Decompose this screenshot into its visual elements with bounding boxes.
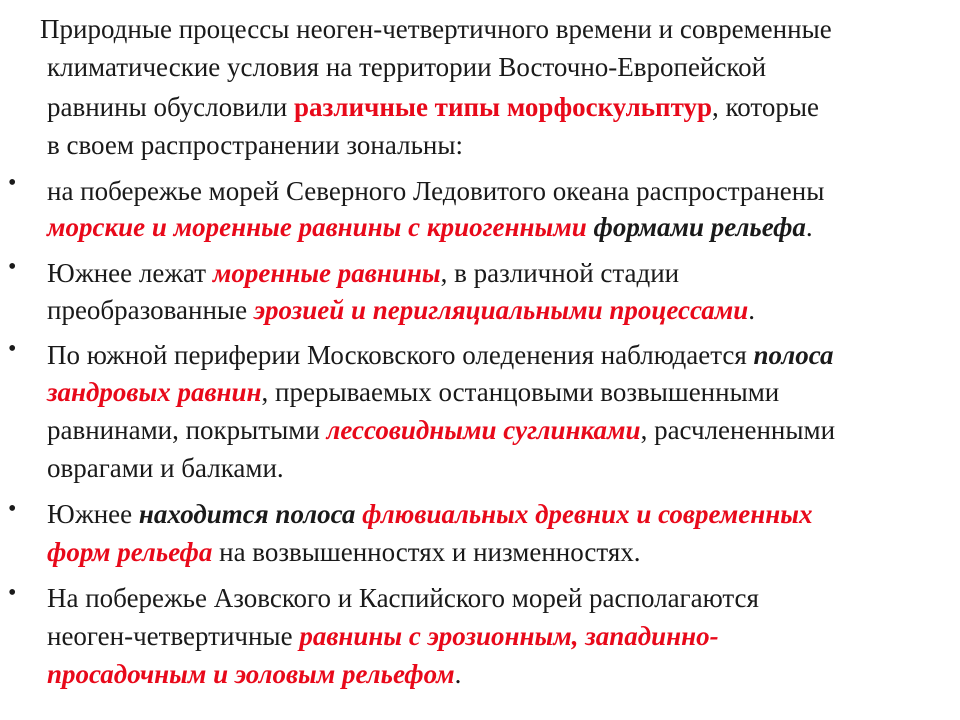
bullet-icon: • [8, 170, 17, 196]
bullet-3-line-1 [47, 338, 834, 372]
bullet-icon: • [8, 336, 17, 362]
bullet-1-line-2 [47, 210, 813, 244]
highlight-morphosculpture: различные типы морфоскульптур [294, 92, 713, 122]
bullet-5-line-1 [47, 581, 759, 615]
highlight-text: моренные равнины [212, 258, 441, 288]
bullet-text: , расчлененными [640, 415, 836, 445]
bullet-5-line-2 [47, 619, 719, 653]
highlight-text: просадочным и эоловым рельефом [47, 659, 455, 689]
emphasis-text: формами рельефа [593, 212, 806, 242]
intro-text: в своем распространении зональны: [47, 130, 463, 160]
bullet-icon: • [8, 254, 17, 280]
highlight-text: морские и моренные равнины с криогенными [47, 212, 594, 242]
bullet-text: преобразованные [47, 295, 254, 325]
bullet-icon: • [8, 580, 17, 606]
bullet-3-line-3 [47, 413, 835, 447]
bullet-4-line-1 [47, 497, 812, 531]
bullet-2-line-1 [47, 256, 679, 290]
bullet-text: . [454, 659, 462, 689]
intro-line-4 [47, 128, 463, 162]
bullet-text: неоген-четвертичные [47, 621, 300, 651]
bullet-3-line-4 [47, 451, 284, 485]
bullet-2-line-2 [47, 293, 755, 327]
bullet-1-line-1 [47, 174, 824, 208]
highlight-text: форм рельефа [47, 537, 213, 567]
bullet-3-line-2 [47, 375, 779, 409]
intro-text: климатические условия на территории Восточно-Европейской [47, 52, 767, 82]
intro-text: , которые [712, 92, 819, 122]
bullet-icon: • [8, 496, 17, 522]
bullet-text: На побережье Азовского и Каспийского морей располагаются [47, 583, 759, 613]
bullet-text: на побережье морей Северного Ледовитого океана распространены [47, 176, 825, 206]
intro-text: равнины обусловили [47, 92, 295, 122]
emphasis-text: находится полоса [138, 499, 363, 529]
bullet-text: . [805, 212, 813, 242]
intro-text: Природные процессы неоген-четвертичного времени и современные [40, 14, 832, 44]
bullet-text: равнинами, покрытыми [47, 415, 327, 445]
bullet-4-line-2 [47, 535, 641, 569]
highlight-text: лессовидными суглинками [326, 415, 641, 445]
highlight-text: равнины с эрозионным, западинно- [299, 621, 719, 651]
bullet-text: оврагами и балками. [47, 453, 284, 483]
highlight-text: эрозией и перигляциальными процессами [253, 295, 749, 325]
intro-line-1 [40, 12, 832, 46]
bullet-text: По южной периферии Московского оледенения наблюдается [47, 340, 754, 370]
bullet-5-line-3 [47, 657, 461, 691]
emphasis-text: полоса [753, 340, 834, 370]
bullet-text: . [748, 295, 756, 325]
bullet-text: Южнее лежат [47, 258, 213, 288]
highlight-text: зандровых равнин [47, 377, 262, 407]
intro-line-2 [47, 50, 766, 84]
bullet-text: на возвышенностях и низменностях. [212, 537, 641, 567]
bullet-text: , в различной стадии [440, 258, 680, 288]
bullet-text: , прерываемых останцовыми возвышенными [261, 377, 780, 407]
highlight-text: флювиальных древних и современных [362, 499, 813, 529]
bullet-text: Южнее [47, 499, 139, 529]
intro-line-3 [47, 90, 819, 124]
